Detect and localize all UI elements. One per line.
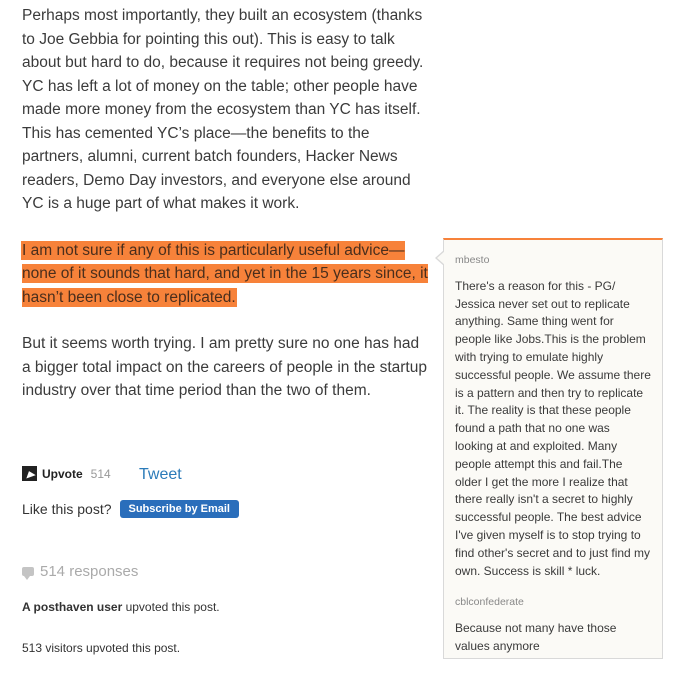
upvote-label: Upvote: [42, 466, 83, 481]
article-body: [22, 4, 432, 426]
subscribe-by-email-button[interactable]: Subscribe by Email: [120, 500, 239, 518]
responses-count: 514 responses: [40, 563, 139, 580]
responses-link[interactable]: [22, 563, 138, 580]
upvote-icon: [22, 466, 37, 481]
upvoted-text: upvoted this post.: [122, 600, 220, 614]
upvote-button[interactable]: [22, 466, 111, 481]
tweet-button[interactable]: Tweet: [139, 466, 182, 483]
like-post-row: [22, 500, 239, 518]
like-post-label: Like this post?: [22, 501, 112, 517]
article-paragraph: But it seems worth trying. I am pretty sure no one has had a bigger total impact on the careers of people in the startup industry over that time period than the two of them.: [22, 335, 427, 399]
highlighted-text[interactable]: I am not sure if any of this is particularly useful advice—none of it sounds that hard, and yet in the 15 years since, it hasn’t been close to replicated.: [22, 241, 428, 306]
visitors-upvoted: 513 visitors upvoted this post.: [22, 641, 181, 655]
comment-bubble-icon: [22, 567, 34, 576]
article-paragraph: Perhaps most importantly, they built an ecosystem (thanks to Joe Gebbia for pointing this out). This is easy to talk about but hard to do, because it requires not being greedy. YC has left a lot of money on the table; other people have made more money from the ecosystem than YC has itself. This has cemented YC’s place—the benefits to the partners, alumni, current batch founders, Hacker News readers, Demo Day investors, and everyone else around YC is a huge part of what makes it work.: [22, 7, 424, 212]
highlighted-paragraph: [22, 239, 432, 310]
inline-comments-panel: [443, 238, 663, 659]
comment-body: Because not many have those values anymore: [455, 621, 617, 653]
upvoter-name: A posthaven user: [22, 600, 123, 614]
comment-body: There's a reason for this - PG/ Jessica never set out to replicate anything. Same thing went for people like Jobs.This is the problem with trying to emulate highly successful people. We assume there is a pattern and then try to replicate it. The reality is that these people found a path that no one was looking at and exploited. Many people attempt this and fail.The older I get the more I realize that there really isn't a secret to highly successful people. The best advice I've given myself is to stop trying to find other's secret and to just find my own. Success is skill * luck.: [455, 278, 651, 578]
comment-author[interactable]: mbesto: [455, 254, 490, 266]
comment-author[interactable]: cblconfederate: [455, 596, 524, 609]
upvote-count: 514: [90, 466, 111, 481]
upvoted-by: [22, 600, 220, 614]
